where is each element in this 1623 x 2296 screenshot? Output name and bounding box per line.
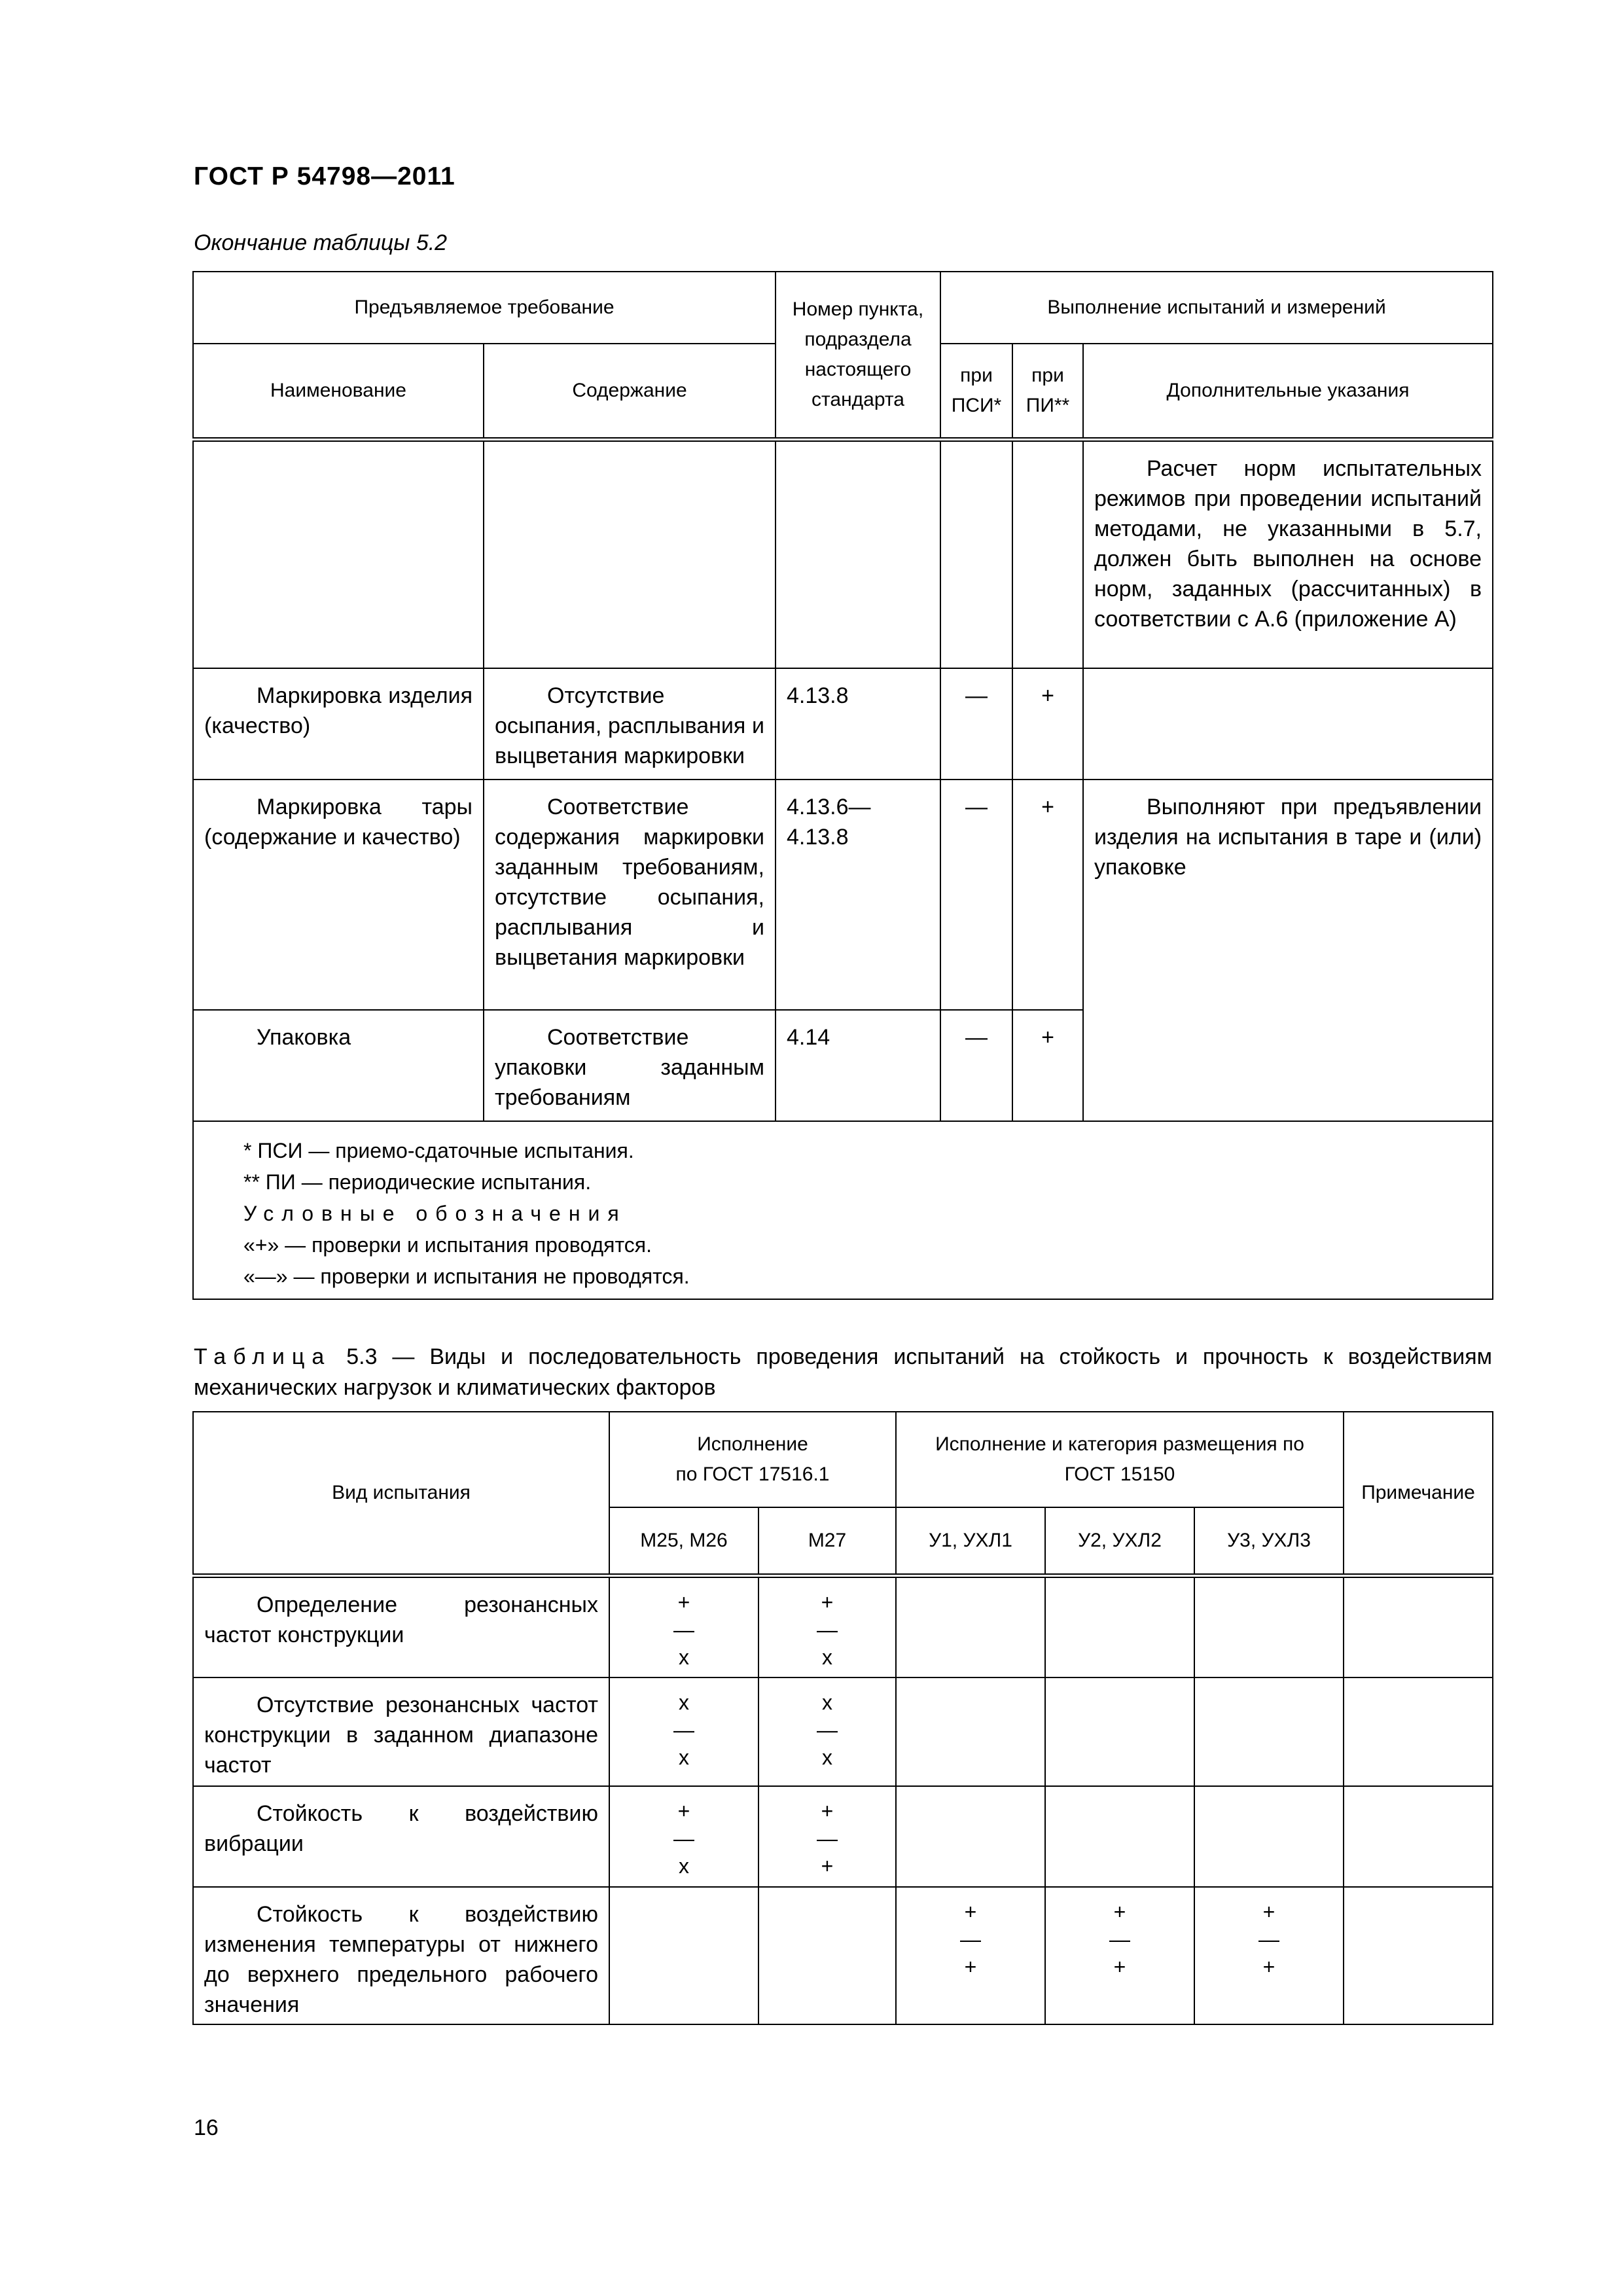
mark-m25: + — х bbox=[673, 1590, 694, 1669]
mark-m25: + — х bbox=[673, 1799, 694, 1878]
page-number: 16 bbox=[194, 2115, 219, 2140]
row-content: Соответствие упаковки заданным требованиям bbox=[484, 1010, 776, 1121]
header-m27: М27 bbox=[758, 1507, 896, 1575]
header-requirement: Предъявляемое требование bbox=[193, 272, 776, 344]
row-pi: + bbox=[1012, 668, 1083, 780]
notes-row bbox=[193, 1121, 1493, 1299]
note-psi: * ПСИ — приемо-сдаточные испытания. bbox=[243, 1139, 634, 1162]
mark-m27: х — х bbox=[817, 1691, 838, 1769]
row-psi: — bbox=[940, 668, 1012, 780]
table-row bbox=[193, 1575, 1493, 1677]
note-dash: «—» — проверки и испытания не проводятся. bbox=[243, 1265, 690, 1288]
table-notes bbox=[193, 1121, 1493, 1299]
row-name: Маркировка изделия (качество) bbox=[193, 668, 484, 780]
table-5-3-title: Таблица 5.3 — Виды и последовательность проведения испытаний на стойкость и прочность к воздействиям механических нагрузок и климатических факторов bbox=[194, 1344, 1492, 1400]
row-clause: 4.13.6— 4.13.8 bbox=[776, 780, 940, 1010]
extra-note-calculation: Расчет норм испытательных режимов при проведении испытаний методами, не указанными в 5.7, должен быть выполнен на основе норм, заданных (рассчитанных) в соответствии с А.6 (приложение А) bbox=[1083, 439, 1493, 668]
header-content: Содержание bbox=[484, 344, 776, 439]
mark-m25: х — х bbox=[673, 1691, 694, 1769]
test-name: Стойкость к воздействию вибрации bbox=[193, 1786, 609, 1887]
mark-u3: + — + bbox=[1258, 1900, 1279, 1979]
table-row bbox=[193, 439, 1493, 668]
row-pi: + bbox=[1012, 780, 1083, 1010]
row-clause: 4.13.8 bbox=[776, 668, 940, 780]
row-name: Упаковка bbox=[193, 1010, 484, 1121]
document-title: ГОСТ Р 54798—2011 bbox=[194, 162, 455, 190]
table-5-3 bbox=[192, 1411, 1493, 2025]
note-plus: «+» — проверки и испытания проводятся. bbox=[243, 1233, 652, 1257]
row-content: Соответствие содержания маркировки заданным требованиям, отсутствие осыпания, расплывания и выцветания маркировки bbox=[484, 780, 776, 1010]
header-u3-uhl3: У3, УХЛ3 bbox=[1194, 1507, 1344, 1575]
row-name: Маркировка тары (содержание и качество) bbox=[193, 780, 484, 1010]
header-psi: при ПСИ* bbox=[940, 344, 1012, 439]
table-row bbox=[193, 668, 1493, 780]
table-row bbox=[193, 1677, 1493, 1786]
header-pi: при ПИ** bbox=[1012, 344, 1083, 439]
row-psi: — bbox=[940, 780, 1012, 1010]
row-clause: 4.14 bbox=[776, 1010, 940, 1121]
header-category-15150: Исполнение и категория размещения по ГОСТ 15150 bbox=[896, 1412, 1344, 1507]
test-name: Отсутствие резонансных частот конструкции в заданном диапазоне частот bbox=[193, 1677, 609, 1786]
header-u1-uhl1: У1, УХЛ1 bbox=[896, 1507, 1045, 1575]
header-execution: Выполнение испытаний и измерений bbox=[940, 272, 1493, 344]
mark-u2: + — + bbox=[1109, 1900, 1130, 1979]
row-pi: + bbox=[1012, 1010, 1083, 1121]
test-name: Стойкость к воздействию изменения температуры от нижнего до верхнего предельного рабочего значения bbox=[193, 1887, 609, 2024]
row-psi: — bbox=[940, 1010, 1012, 1121]
test-name: Определение резонансных частот конструкции bbox=[193, 1575, 609, 1677]
mark-m27: + — х bbox=[817, 1590, 838, 1669]
table-row bbox=[193, 1786, 1493, 1887]
header-name: Наименование bbox=[193, 344, 484, 439]
table-row bbox=[193, 780, 1493, 1010]
note-pi: ** ПИ — периодические испытания. bbox=[243, 1170, 592, 1194]
header-note: Примечание bbox=[1344, 1412, 1493, 1575]
header-clause: Номер пункта, подраздела настоящего стандарта bbox=[776, 272, 940, 439]
header-u2-uhl2: У2, УХЛ2 bbox=[1045, 1507, 1194, 1575]
extra-note-packaging: Выполняют при предъявлении изделия на испытания в таре и (или) упаковке bbox=[1083, 780, 1493, 1121]
header-extra: Дополнительные указания bbox=[1083, 344, 1493, 439]
header-m25-m26: М25, М26 bbox=[609, 1507, 758, 1575]
row-content: Отсутствие осыпания, расплывания и выцветания маркировки bbox=[484, 668, 776, 780]
table-5-2 bbox=[192, 271, 1493, 1300]
table-row bbox=[193, 1887, 1493, 2024]
mark-u1: + — + bbox=[960, 1900, 981, 1979]
header-execution-17516: Исполнение по ГОСТ 17516.1 bbox=[609, 1412, 896, 1507]
note-legend-title: Условные обозначения bbox=[243, 1202, 627, 1225]
header-test-type: Вид испытания bbox=[193, 1412, 609, 1575]
mark-m27: + — + bbox=[817, 1799, 838, 1878]
table-5-2-caption: Окончание таблицы 5.2 bbox=[194, 230, 448, 255]
